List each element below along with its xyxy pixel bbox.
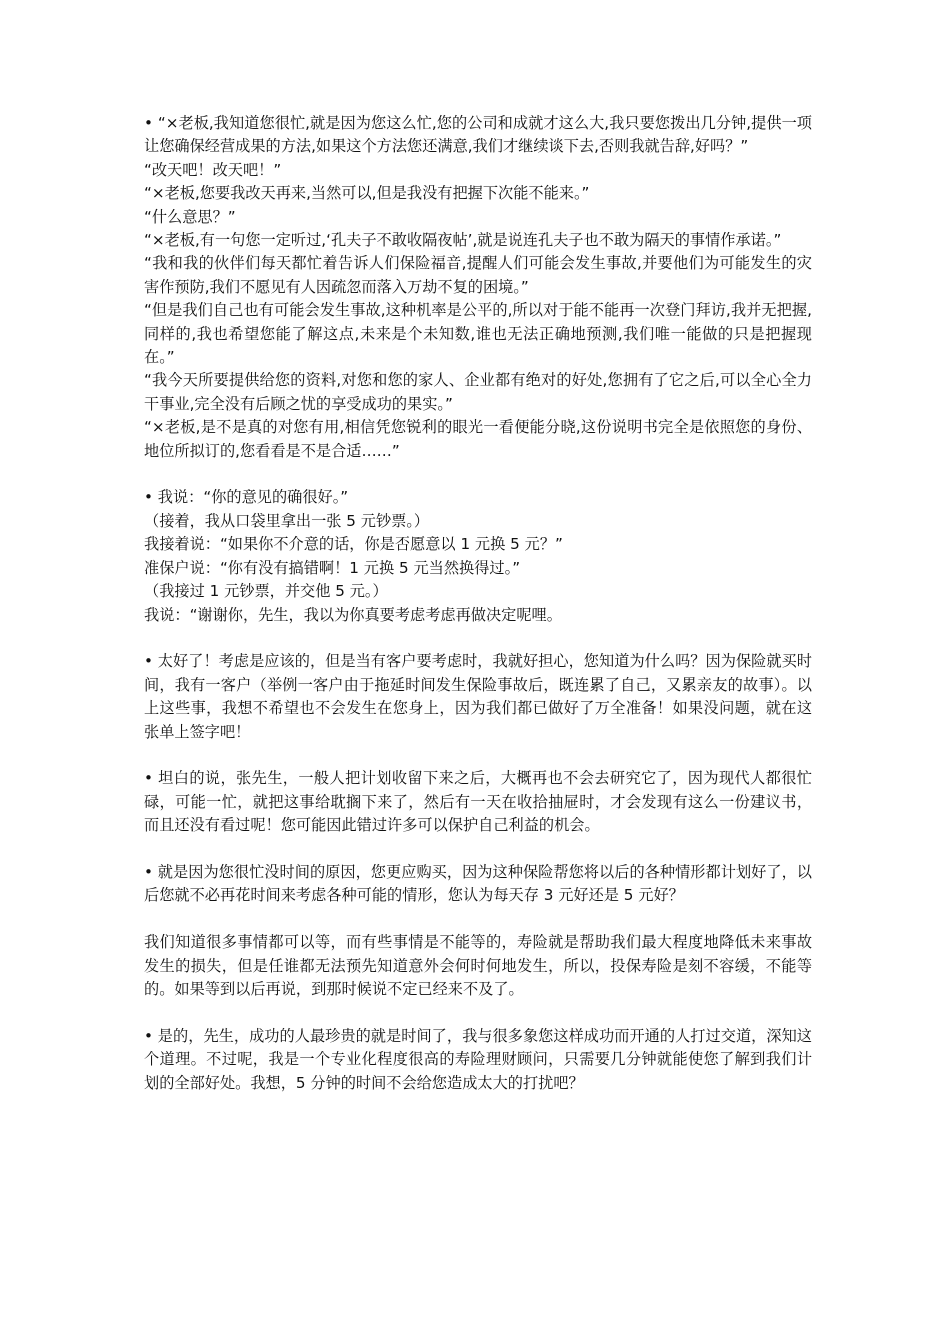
text-line: （我接过 1 元钞票，并交他 5 元。） xyxy=(144,582,388,601)
text-line: • 是的，先生，成功的人最珍贵的就是时间了，我与很多象您这样成功而开通的人打过交道，深知这个道理。不过呢，我是一个专业化程度很高的寿险理财顾问，只需要几分钟就能使您了解到我们计划的全部好处。我想，5 分钟的时间不会给您造成太大的打扰吧？ xyxy=(144,1026,812,1092)
text-line: 我们知道很多事情都可以等，而有些事情是不能等的，寿险就是帮助我们最大程度地降低未来事故发生的损失，但是任谁都无法预先知道意外会何时何地发生，所以，投保寿险是刻不容缓，不能等的。如果等到以后再说，到那时候说不定已经来不及了。 xyxy=(144,933,812,998)
text-line: 我接着说：“如果你不介意的话，你是否愿意以 1 元换 5 元？” xyxy=(144,535,563,554)
text-line: “×老板,有一句您一定听过,‘孔夫子不敢收隔夜帖’,就是说连孔夫子也不敢为隔天的事情作承诺。” xyxy=(144,231,782,250)
paragraph-dialogue-busy xyxy=(144,112,812,463)
paragraph-dialogue-five-yuan xyxy=(144,486,812,626)
text-line: “×老板,您要我改天再来,当然可以,但是我没有把握下次能不能来。” xyxy=(144,184,590,203)
text-line: • 我说：“你的意见的确很好。” xyxy=(144,488,349,507)
paragraph-gap xyxy=(144,908,812,931)
paragraph-gap xyxy=(144,838,812,861)
text-line: 准保户说：“你有没有搞错啊！1 元换 5 元当然换得过。” xyxy=(144,558,521,577)
paragraph-cannot-wait xyxy=(144,931,812,1001)
document-body xyxy=(144,112,812,1095)
text-line: （接着，我从口袋里拿出一张 5 元钞票。） xyxy=(144,511,430,530)
text-line: “什么意思？” xyxy=(144,207,236,226)
text-line: “我和我的伙伴们每天都忙着告诉人们保险福音,提醒人们可能会发生事故,并要他们为可能发生的灾害作预防,我们不愿见有人因疏忽而落入万劫不复的困境。” xyxy=(144,254,812,296)
paragraph-gap xyxy=(144,744,812,767)
paragraph-frankly xyxy=(144,767,812,837)
text-line: • 太好了！考虑是应该的，但是当有客户要考虑时，我就好担心，您知道为什么吗？因为保险就买时间，我有一客户（举例一客户由于拖延时间发生保险事故后，既连累了自己，又累亲友的故事）。以上这些事，我想不希望也不会发生在您身上，因为我们都已做好了万全准备！如果没问题，就在这张单上签字吧！ xyxy=(144,652,812,741)
text-line: • 坦白的说，张先生，一般人把计划收留下来之后，大概再也不会去研究它了，因为现代人都很忙碌，可能一忙，就把这事给耽搁下来了，然后有一天在收拾抽屉时，才会发现有这么一份建议书，而且还没有看过呢！您可能因此错过许多可以保护自己利益的机会。 xyxy=(144,769,812,835)
paragraph-gap xyxy=(144,627,812,650)
paragraph-gap xyxy=(144,1001,812,1024)
text-line: “我今天所要提供给您的资料,对您和您的家人、企业都有绝对的好处,您拥有了它之后,可以全心全力干事业,完全没有后顾之忧的享受成功的果实。” xyxy=(144,371,812,413)
paragraph-busy-reason xyxy=(144,861,812,908)
text-line: • 就是因为您很忙没时间的原因，您更应购买，因为这种保险帮您将以后的各种情形都计划好了，以后您就不必再花时间来考虑各种可能的情形，您认为每天存 3 元好还是 5 元好？ xyxy=(144,862,812,905)
text-line: “×老板,是不是真的对您有用,相信凭您锐利的眼光一看便能分晓,这份说明书完全是依照您的身份、地位所拟订的,您看看是不是合适……” xyxy=(144,418,812,460)
text-line: • “×老板,我知道您很忙,就是因为您这么忙,您的公司和成就才这么大,我只要您拨出几分钟,提供一项让您确保经营成果的方法,如果这个方法您还满意,我们才继续谈下去,否则我就告辞,好吗？” xyxy=(144,114,812,156)
paragraph-gap xyxy=(144,463,812,486)
text-line: 我说：“谢谢你，先生，我以为你真要考虑考虑再做决定呢哩。 xyxy=(144,605,562,624)
paragraph-consider xyxy=(144,650,812,744)
text-line: “但是我们自己也有可能会发生事故,这种机率是公平的,所以对于能不能再一次登门拜访,我并无把握,同样的,我也希望您能了解这点,未来是个未知数,谁也无法正确地预测,我们唯一能做的只是把握现在。” xyxy=(144,301,812,367)
text-line: “改天吧！改天吧！” xyxy=(144,160,282,179)
paragraph-five-minutes xyxy=(144,1025,812,1095)
